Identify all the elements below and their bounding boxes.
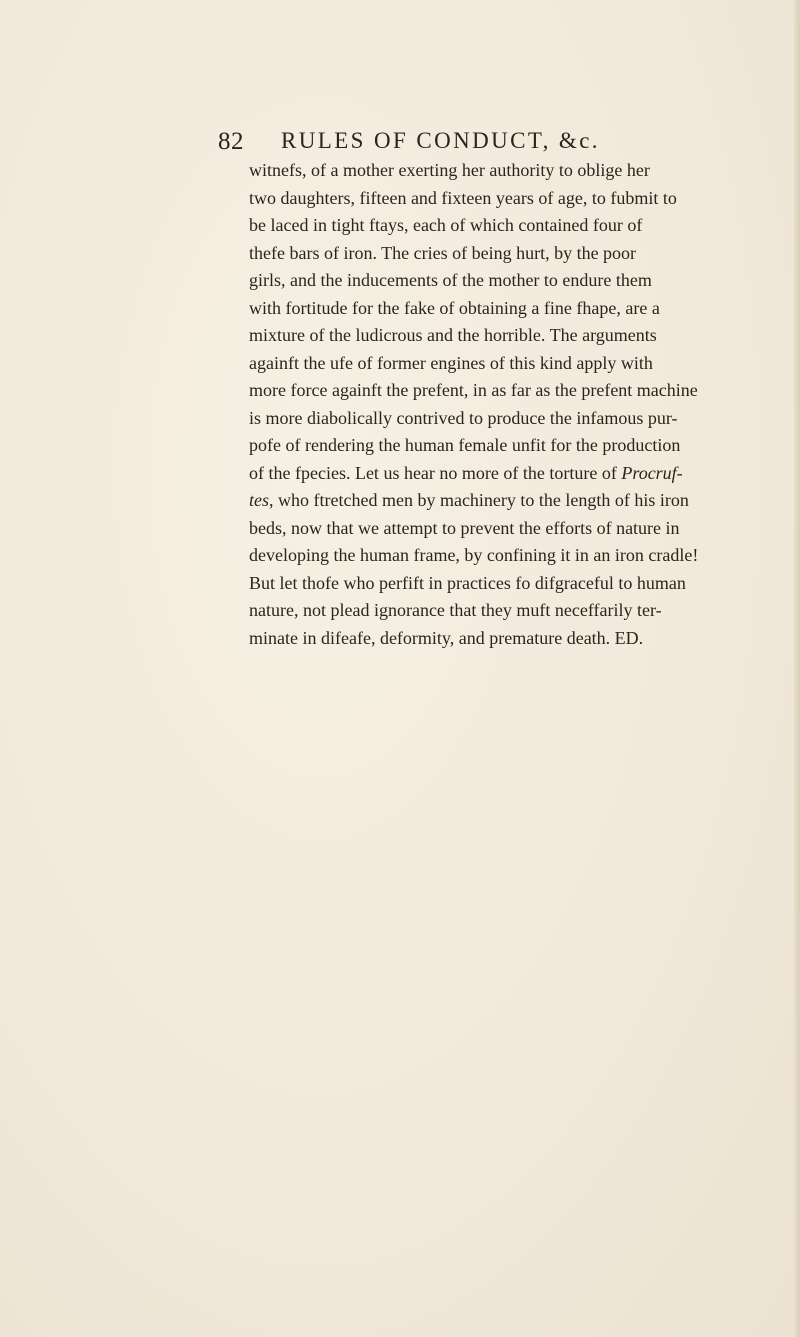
text-line: with fortitude for the fake of obtaining a fine fhape, are a — [249, 297, 660, 318]
text-line: againft the ufe of former engines of this kind apply with — [249, 352, 653, 373]
text-line: be laced in tight ftays, each of which contained four of — [249, 215, 643, 235]
text-line: beds, now that we attempt to prevent the efforts of nature in — [249, 517, 680, 538]
text-line: thefe bars of iron. The cries of being hurt, by the poor — [249, 242, 637, 263]
text-line: witnefs, of a mother exerting her authority to oblige her — [249, 160, 650, 180]
text-line: two daughters, fifteen and fixteen years of age, to fubmit to — [249, 187, 677, 208]
running-title: RULES OF CONDUCT, &c. — [281, 128, 600, 153]
text-line: is more diabolically contrived to produce the infamous pur- — [249, 407, 678, 428]
text-line: But let thofe who perfift in practices fo difgraceful to human — [249, 572, 686, 593]
text-line: girls, and the inducements of the mother to endure them — [249, 270, 652, 290]
text-line: pofe of rendering the human female unfit for the production — [249, 435, 681, 455]
page-edge — [794, 0, 800, 1337]
text-line: minate in difeafe, deformity, and premature death. ED. — [249, 627, 644, 648]
text-line — [249, 460, 683, 488]
text-line: mixture of the ludicrous and the horrible. The arguments — [249, 325, 657, 345]
text-line: more force againft the prefent, in as far as the prefent machine — [249, 380, 698, 400]
text-line: nature, not plead ignorance that they muft neceffarily ter- — [249, 600, 662, 620]
page-number: 82 — [218, 128, 244, 155]
italic-name: Procruf- — [621, 462, 683, 483]
text-line-part: of the fpecies. Let us hear no more of the torture of — [249, 462, 617, 483]
text-line: tes, who ftretched men by machinery to the length of his iron — [249, 490, 689, 510]
body-text — [249, 157, 699, 652]
italic-name: tes — [249, 490, 269, 510]
text-line: developing the human frame, by confining it in an iron cradle! — [249, 545, 699, 565]
